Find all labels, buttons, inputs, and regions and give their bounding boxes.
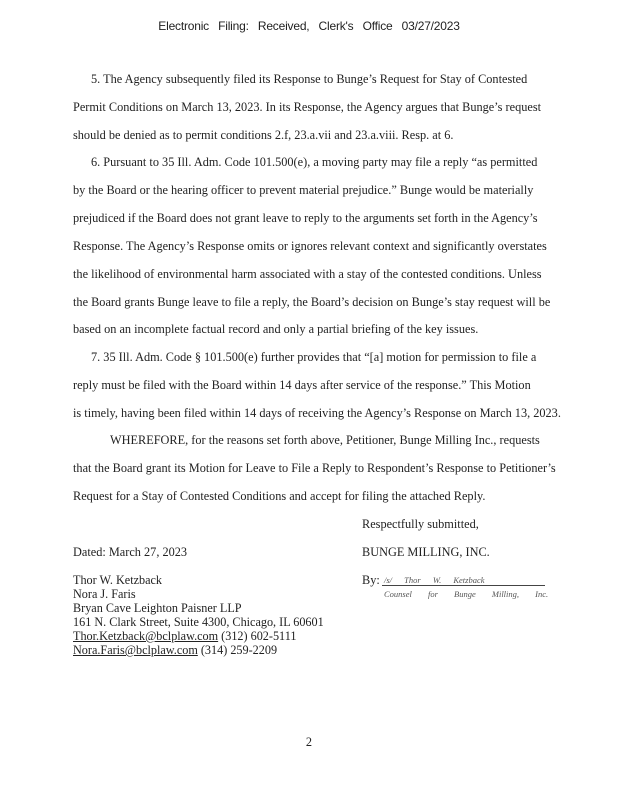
paragraph-6-line-5: the likelihood of environmental harm associated with a stay of the contested conditions. Unless xyxy=(73,267,542,281)
by-label: By: xyxy=(362,573,380,587)
paragraph-6-line-4: Response. The Agency’s Response omits or ignores relevant context and significantly overstates xyxy=(73,239,547,253)
phone-1: (312) 602-5111 xyxy=(221,629,297,643)
counsel-name-2: Nora J. Faris xyxy=(73,587,136,601)
paragraph-7-line-3: is timely, having been filed within 14 days of receiving the Agency’s Response on March 13, 2023. xyxy=(73,406,561,420)
paragraph-5-line-2: Permit Conditions on March 13, 2023. In its Response, the Agency argues that Bunge’s request xyxy=(73,100,542,114)
counsel-block xyxy=(73,573,324,657)
paragraph-6-line-1: 6. Pursuant to 35 Ill. Adm. Code 101.500(e), a moving party may file a reply “as permitted xyxy=(91,155,538,169)
law-firm: Bryan Cave Leighton Paisner LLP xyxy=(73,601,242,615)
paragraph-6-line-6: the Board grants Bunge leave to file a reply, the Board’s decision on Bunge’s stay request will be xyxy=(73,295,551,309)
wherefore-line-3: Request for a Stay of Contested Conditions and accept for filing the attached Reply. xyxy=(73,489,486,503)
email-link-2[interactable]: Nora.Faris@bclplaw.com xyxy=(73,643,198,657)
company-name: BUNGE MILLING, INC. xyxy=(362,545,490,559)
signature-line xyxy=(382,585,545,586)
counsel-name-1: Thor W. Ketzback xyxy=(73,573,163,587)
contact-line-1 xyxy=(73,629,324,643)
paragraph-7-line-2: reply must be filed with the Board within 14 days after service of the response.” This Motion xyxy=(73,378,531,392)
wherefore-line-1: WHEREFORE, for the reasons set forth above, Petitioner, Bunge Milling Inc., requests xyxy=(110,433,540,447)
paragraph-6-line-7: based on an incomplete factual record and only a partial briefing of the key issues. xyxy=(73,322,479,336)
respectfully-submitted: Respectfully submitted, xyxy=(362,517,479,531)
paragraph-7-line-1: 7. 35 Ill. Adm. Code § 101.500(e) further provides that “[a] motion for permission to file a xyxy=(91,350,537,364)
phone-2: (314) 259-2209 xyxy=(200,643,278,657)
paragraph-6-line-2: by the Board or the hearing officer to prevent material prejudice.” Bunge would be materially xyxy=(73,183,534,197)
paragraph-6-line-3: prejudiced if the Board does not grant leave to reply to the arguments set forth in the Agency’s xyxy=(73,211,538,225)
page-number: 2 xyxy=(305,735,313,749)
signature-caption: Counsel for Bunge Milling, Inc. xyxy=(384,589,549,599)
paragraph-5-line-3: should be denied as to permit conditions 2.f, 23.a.vii and 23.a.viii. Resp. at 6. xyxy=(73,128,454,142)
signature-text: /s/ Thor W. Ketzback xyxy=(384,575,485,585)
contact-line-2 xyxy=(73,643,324,657)
electronic-filing-header: Electronic Filing: Received, Clerk's Office 03/27/2023 xyxy=(158,19,460,33)
firm-address: 161 N. Clark Street, Suite 4300, Chicago, IL 60601 xyxy=(73,615,324,629)
paragraph-5-line-1: 5. The Agency subsequently filed its Response to Bunge’s Request for Stay of Contested xyxy=(91,72,528,86)
wherefore-line-2: that the Board grant its Motion for Leave to File a Reply to Respondent’s Response to Petitioner’s xyxy=(73,461,556,475)
email-link-1[interactable]: Thor.Ketzback@bclplaw.com xyxy=(73,629,219,643)
dated-line: Dated: March 27, 2023 xyxy=(73,545,188,559)
